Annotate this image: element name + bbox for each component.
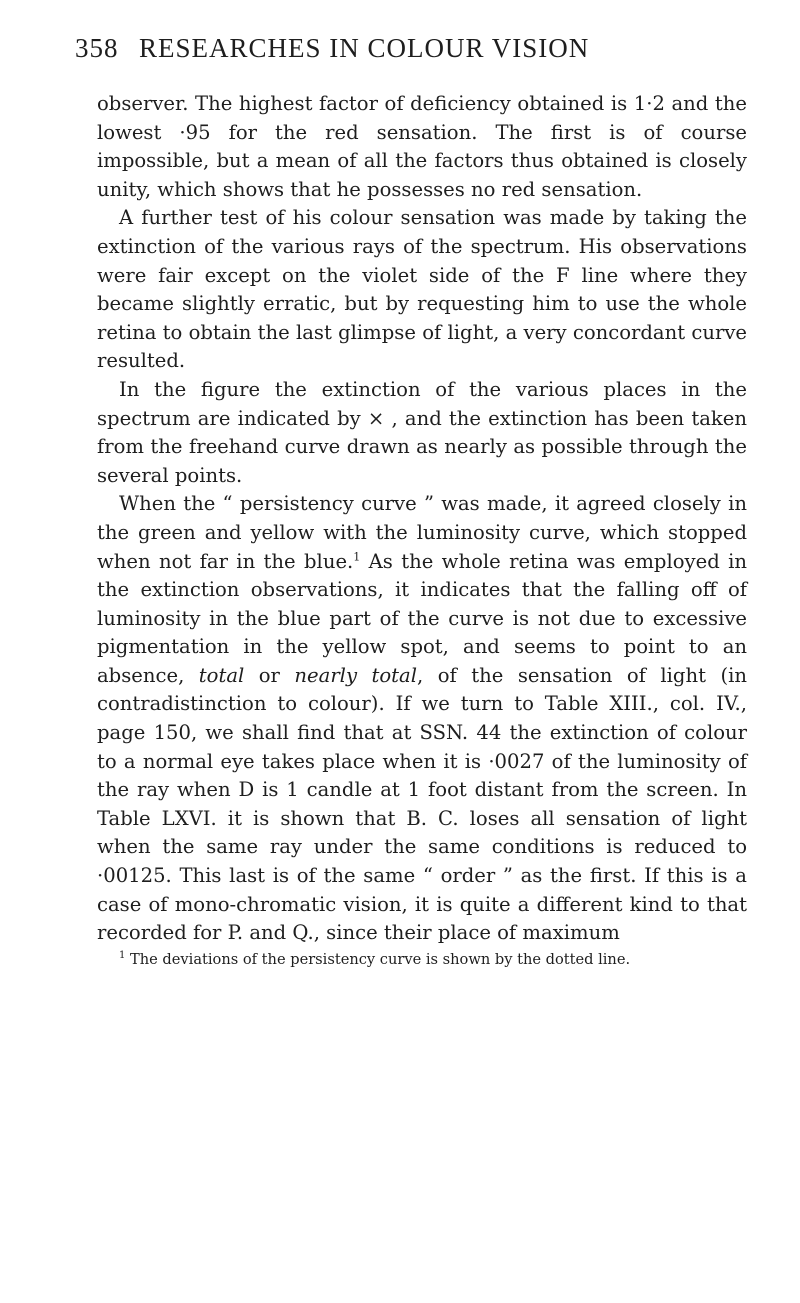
running-head [75, 28, 747, 72]
footnote-reference: 1 [353, 549, 361, 563]
paragraph-3: In the figure the extinction of the various places in the spectrum are indicated by × , and the extinction has been taken from the freehand curve drawn as nearly as possible through the several points. [97, 377, 747, 487]
page-number: 358 [75, 33, 119, 63]
footnote-text: The deviations of the persistency curve is shown by the dotted line. [125, 950, 631, 968]
footnote-marker: 1 [119, 949, 126, 961]
body-text [97, 90, 747, 948]
paragraph-4-part-1: When the “ persistency curve ” was made, it agreed closely in the green and yellow with the luminosity curve, which stopped when not far in the blue. [97, 492, 747, 573]
running-head-title: RESEARCHES IN COLOUR VISION [139, 33, 590, 63]
paragraph-4-part-4: , of the sensation of light (in contradistinction to colour). If we turn to Table XIII., col. IV., page 150, we shall find that at SSN. 44 the extinction of colour to a normal eye takes place when it is ·0027 of the luminosity of the ray when D is 1 candle at 1 foot distant from the screen. In Table LXVI. it is shown that B. C. loses all sensation of light when the same ray under the same conditions is reduced to ·00125. This last is of the same “ order ” as the first. If this is a case of mono-chromatic vision, it is quite a different kind to that recorded for P. and Q., since their place of maximum [97, 663, 747, 945]
footnote [97, 950, 747, 970]
paragraph-1: observer. The highest factor of deficiency obtained is 1·2 and the lowest ·95 for the red sensation. The first is of course impossible, but a mean of all the factors thus obtained is closely unity, which shows that he possesses no red sensation. [97, 92, 747, 201]
paragraph-2: A further test of his colour sensation was made by taking the extinction of the various rays of the spectrum. His observations were fair except on the violet side of the F line where they became slightly erratic, but by requesting him to use the whole retina to obtain the last glimpse of light, a very concordant curve resulted. [97, 206, 747, 373]
italic-total: total [198, 663, 245, 687]
paragraph-4 [97, 490, 747, 948]
book-page [75, 28, 747, 970]
paragraph-4-part-3: or [244, 663, 295, 687]
italic-nearly-total: nearly total [294, 663, 417, 687]
paragraph-4-part-2: As the whole retina was employed in the extinction observations, it indicates that the falling off of luminosity in the blue part of the curve is not due to excessive pigmentation in the yellow spot, and seems to point to an absence, [97, 549, 747, 687]
